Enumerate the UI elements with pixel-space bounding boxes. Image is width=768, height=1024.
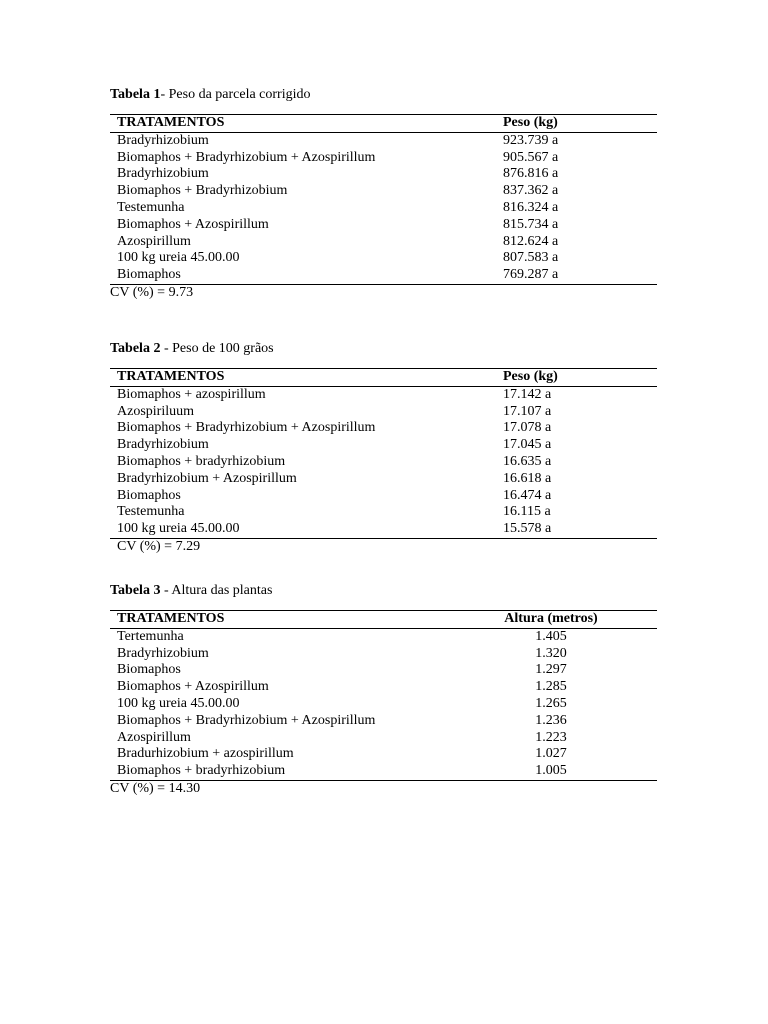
column-header-value: Altura (metros) <box>445 611 657 629</box>
value-cell: 15.578 a <box>503 521 552 537</box>
table-3 <box>110 610 657 781</box>
treatment-cell: Bradyrhizobium + Azospirillum <box>117 470 297 486</box>
table-row <box>110 386 657 403</box>
table-row <box>110 763 657 780</box>
value-cell: 923.739 a <box>503 132 559 148</box>
column-header-treatment: TRATAMENTOS <box>110 369 467 387</box>
table-1-title-text: - Peso da parcela corrigido <box>160 87 311 102</box>
treatment-cell: Biomaphos + Azospirillum <box>117 216 269 232</box>
treatment-cell: 100 kg ureia 45.00.00 <box>117 521 240 537</box>
value-cell: 815.734 a <box>503 216 559 232</box>
treatment-cell: Bradyrhizobium <box>117 645 209 661</box>
table-row <box>110 420 657 437</box>
table-row <box>110 200 657 217</box>
value-cell: 1.285 <box>535 679 567 695</box>
value-cell: 769.287 a <box>503 267 559 283</box>
table-row <box>110 746 657 763</box>
value-cell: 17.142 a <box>503 386 552 402</box>
treatment-cell: Testemunha <box>117 504 185 520</box>
treatment-cell: Biomaphos <box>117 662 181 678</box>
table-row <box>110 488 657 505</box>
table-row <box>110 404 657 421</box>
table-2-title <box>110 340 657 358</box>
table-2-header-row <box>110 369 657 387</box>
value-cell: 16.474 a <box>503 487 552 503</box>
value-cell: 876.816 a <box>503 166 559 182</box>
table-3-title <box>110 582 657 600</box>
treatment-cell: 100 kg ureia 45.00.00 <box>117 695 240 711</box>
table-2 <box>110 368 657 539</box>
table-row <box>110 454 657 471</box>
value-cell: 1.265 <box>535 695 567 711</box>
treatment-cell: Biomaphos + Azospirillum <box>117 679 269 695</box>
treatment-cell: Biomaphos + Bradyrhizobium + Azospirillum <box>117 149 376 165</box>
treatment-cell: Bradurhizobium + azospirillum <box>117 746 294 762</box>
value-cell: 17.107 a <box>503 403 552 419</box>
value-cell: 837.362 a <box>503 183 559 199</box>
value-cell: 807.583 a <box>503 250 559 266</box>
table-row <box>110 696 657 713</box>
value-cell: 812.624 a <box>503 233 559 249</box>
table-3-header-row <box>110 611 657 629</box>
column-header-treatment: TRATAMENTOS <box>110 611 445 629</box>
treatment-cell: Testemunha <box>117 199 185 215</box>
table-row <box>110 132 657 149</box>
table-1-title-label: Tabela 1 <box>110 87 161 102</box>
value-cell: 16.115 a <box>503 504 551 520</box>
table-row <box>110 504 657 521</box>
table-1-cv: CV (%) = 9.73 <box>110 284 194 300</box>
table-1 <box>110 114 657 285</box>
treatment-cell: Azospirillum <box>117 233 191 249</box>
table-row <box>110 150 657 167</box>
value-cell: 905.567 a <box>503 149 559 165</box>
table-row <box>110 183 657 200</box>
treatment-cell: Bradyrhizobium <box>117 166 209 182</box>
treatment-cell: Biomaphos + Bradyrhizobium + Azospirillum <box>117 420 376 436</box>
table-row <box>110 662 657 679</box>
value-cell: 17.045 a <box>503 437 552 453</box>
table-3-title-label: Tabela 3 <box>110 583 161 598</box>
value-cell: 1.405 <box>535 628 567 644</box>
table-row <box>110 267 657 284</box>
treatment-cell: Biomaphos + Bradyrhizobium + Azospirillum <box>117 712 376 728</box>
treatment-cell: Bradyrhizobium <box>117 437 209 453</box>
table-2-cv: CV (%) = 7.29 <box>117 538 201 554</box>
value-cell: 816.324 a <box>503 199 559 215</box>
table-row <box>110 628 657 645</box>
treatment-cell: Biomaphos + azospirillum <box>117 386 266 402</box>
treatment-cell: Biomaphos + bradyrhizobium <box>117 763 286 779</box>
column-header-value: Peso (kg) <box>467 115 657 133</box>
column-header-treatment: TRATAMENTOS <box>110 115 467 133</box>
table-3-block <box>110 582 657 797</box>
table-2-block <box>110 340 657 555</box>
value-cell: 1.027 <box>535 746 567 762</box>
value-cell: 1.236 <box>535 712 567 728</box>
table-row <box>110 521 657 538</box>
treatment-cell: Biomaphos + bradyrhizobium <box>117 453 286 469</box>
table-3-title-text: - Altura das plantas <box>160 583 273 598</box>
table-2-title-label: Tabela 2 <box>110 341 161 356</box>
table-row <box>110 166 657 183</box>
table-row <box>110 730 657 747</box>
treatment-cell: 100 kg ureia 45.00.00 <box>117 250 240 266</box>
value-cell: 16.618 a <box>503 470 552 486</box>
treatment-cell: Tertemunha <box>117 628 184 644</box>
value-cell: 1.005 <box>535 763 567 779</box>
table-1-block <box>110 86 657 301</box>
table-row <box>110 679 657 696</box>
table-3-cv: CV (%) = 14.30 <box>110 780 201 796</box>
table-row <box>110 713 657 730</box>
treatment-cell: Biomaphos <box>117 487 181 503</box>
table-row <box>110 437 657 454</box>
table-row <box>110 234 657 251</box>
column-header-value: Peso (kg) <box>467 369 657 387</box>
table-1-header-row <box>110 115 657 133</box>
treatment-cell: Bradyrhizobium <box>117 132 209 148</box>
value-cell: 1.223 <box>535 729 567 745</box>
table-1-title <box>110 86 657 104</box>
table-row <box>110 646 657 663</box>
table-row <box>110 250 657 267</box>
table-2-title-text: - Peso de 100 grãos <box>160 341 274 356</box>
treatment-cell: Biomaphos + Bradyrhizobium <box>117 183 288 199</box>
treatment-cell: Biomaphos <box>117 267 181 283</box>
treatment-cell: Azospirillum <box>117 729 191 745</box>
value-cell: 1.297 <box>535 662 567 678</box>
value-cell: 17.078 a <box>503 420 552 436</box>
table-row <box>110 471 657 488</box>
treatment-cell: Azospiriluum <box>117 403 194 419</box>
table-row <box>110 217 657 234</box>
value-cell: 16.635 a <box>503 453 552 469</box>
value-cell: 1.320 <box>535 645 567 661</box>
